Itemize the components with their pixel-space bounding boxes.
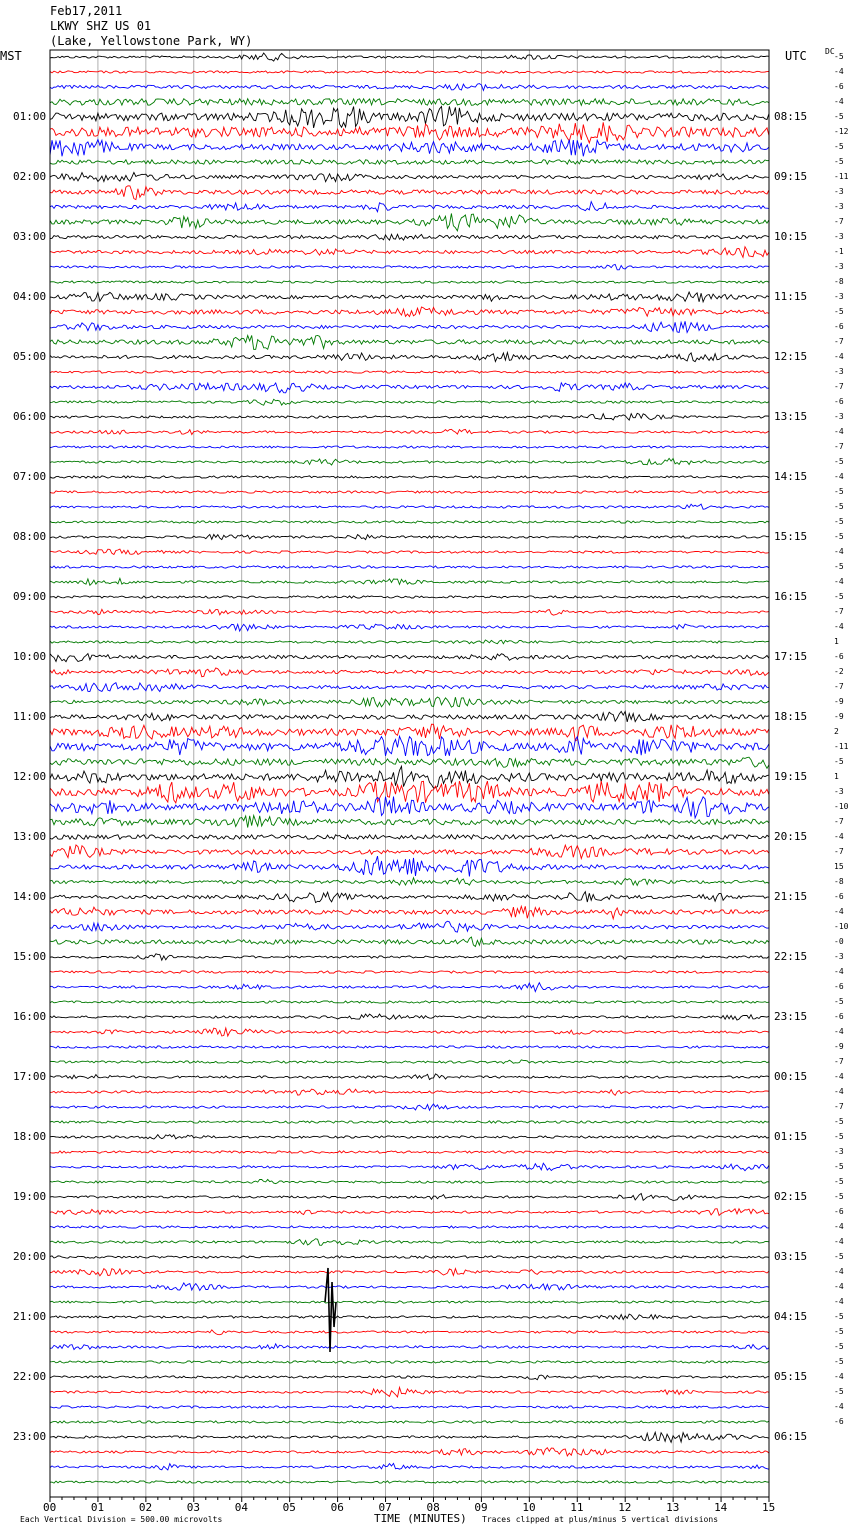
dc-offset: -4 — [834, 1237, 844, 1246]
hour-label-left: 18:00 — [13, 1130, 47, 1143]
hour-label-left: 16:00 — [13, 1010, 47, 1023]
trace-line — [50, 954, 769, 960]
trace-line — [50, 937, 769, 947]
trace-line — [50, 1060, 769, 1064]
hour-label-left: 07:00 — [13, 470, 47, 483]
dc-offset: -5 — [834, 1117, 844, 1126]
dc-offset: -5 — [834, 1387, 844, 1396]
trace-line — [50, 549, 769, 554]
trace-line — [50, 53, 769, 61]
dc-offset: -7 — [834, 817, 844, 826]
dc-offset: -4 — [834, 967, 844, 976]
dc-offset: -9 — [834, 697, 844, 706]
dc-offset: -6 — [834, 652, 844, 661]
location-label: (Lake, Yellowstone Park, WY) — [50, 34, 253, 48]
trace-line — [50, 71, 769, 73]
dc-offset: 1 — [834, 637, 839, 646]
trace-line — [50, 1209, 769, 1216]
dc-offset: -5 — [834, 457, 844, 466]
trace-line — [50, 1028, 769, 1036]
trace-line — [50, 1046, 769, 1048]
dc-offset: -5 — [834, 112, 844, 121]
hour-label-right: 19:15 — [774, 770, 808, 783]
trace-line — [50, 1104, 769, 1110]
trace-line — [50, 1301, 769, 1303]
trace-line — [50, 892, 769, 903]
trace-line — [50, 781, 769, 803]
trace-line — [50, 413, 769, 420]
hour-label-right: 03:15 — [774, 1250, 808, 1263]
station-label: LKWY SHZ US 01 — [50, 19, 152, 33]
dc-offset: -7 — [834, 1057, 844, 1066]
trace-line — [50, 106, 769, 128]
trace-line — [50, 856, 769, 876]
trace-line — [50, 878, 769, 886]
trace-line — [50, 906, 769, 919]
trace-line — [50, 1481, 769, 1483]
trace-line — [50, 353, 769, 362]
trace-line — [50, 521, 769, 523]
dc-offset: -9 — [834, 1042, 844, 1051]
trace-line — [50, 1361, 769, 1363]
x-tick-label: 14 — [714, 1501, 728, 1514]
dc-offset: -1 — [834, 247, 844, 256]
hour-label-left: 22:00 — [13, 1370, 47, 1383]
dc-offset: -5 — [834, 1312, 844, 1321]
trace-line — [50, 724, 769, 741]
x-tick-label: 01 — [90, 1501, 105, 1514]
dc-offset: -7 — [834, 217, 844, 226]
trace-line — [50, 566, 769, 568]
dc-offset: -5 — [834, 532, 844, 541]
trace-line — [50, 1151, 769, 1153]
trace-line — [50, 1135, 769, 1139]
hour-label-right: 21:15 — [774, 890, 808, 903]
trace-line — [50, 1314, 769, 1320]
trace-line — [50, 84, 769, 91]
trace-line — [50, 1194, 769, 1201]
trace-line — [50, 736, 769, 756]
dc-offset: -7 — [834, 337, 844, 346]
trace-line — [50, 173, 769, 182]
trace-line — [50, 371, 769, 373]
dc-offset: -3 — [834, 412, 844, 421]
hour-label-left: 05:00 — [13, 350, 47, 363]
dc-offset: -5 — [834, 157, 844, 166]
hour-label-left: 12:00 — [13, 770, 47, 783]
dc-offset: -5 — [834, 592, 844, 601]
dc-offset: -5 — [834, 487, 844, 496]
dc-offset: -11 — [834, 742, 849, 751]
trace-line — [50, 1448, 769, 1456]
x-tick-label: 11 — [570, 1501, 584, 1514]
x-tick-label: 07 — [378, 1501, 392, 1514]
dc-offset: -5 — [834, 1252, 844, 1261]
trace-line — [50, 247, 769, 257]
dc-offset: -0 — [834, 937, 844, 946]
trace-line — [50, 292, 769, 302]
x-tick-label: 03 — [186, 1501, 201, 1514]
dc-offset: -5 — [834, 1192, 844, 1201]
trace-line — [50, 99, 769, 106]
trace-line — [50, 1089, 769, 1095]
hour-label-right: 10:15 — [774, 230, 808, 243]
dc-offset: -4 — [834, 67, 844, 76]
left-timezone: MST — [0, 49, 22, 63]
trace-line — [50, 757, 769, 768]
trace-line — [50, 1432, 769, 1442]
dc-offset: -2 — [834, 667, 844, 676]
trace-line — [50, 214, 769, 231]
hour-label-right: 09:15 — [774, 170, 808, 183]
trace-line — [50, 1226, 769, 1228]
x-tick-label: 00 — [43, 1501, 57, 1514]
trace-line — [50, 921, 769, 932]
trace-line — [50, 458, 769, 465]
trace-line — [50, 624, 769, 631]
dc-offset: -4 — [834, 1027, 844, 1036]
trace-line — [50, 1406, 769, 1408]
hour-label-right: 06:15 — [774, 1430, 808, 1443]
trace-line — [50, 609, 769, 615]
dc-offset: -4 — [834, 1267, 844, 1276]
hour-label-right: 04:15 — [774, 1310, 808, 1323]
dc-offset: -9 — [834, 712, 844, 721]
dc-offset: -7 — [834, 607, 844, 616]
trace-line — [50, 383, 769, 393]
hour-label-left: 17:00 — [13, 1070, 47, 1083]
dc-offset: -11 — [834, 172, 849, 181]
dc-offset: -5 — [834, 1342, 844, 1351]
dc-offset: -5 — [834, 52, 844, 61]
x-tick-label: 10 — [522, 1501, 536, 1514]
hour-label-left: 04:00 — [13, 290, 47, 303]
dc-offset: 1 — [834, 772, 839, 781]
dc-offset: -8 — [834, 277, 844, 286]
dc-offset: -6 — [834, 892, 844, 901]
trace-line — [50, 640, 769, 644]
hour-label-left: 23:00 — [13, 1430, 47, 1443]
trace-line — [50, 399, 769, 405]
dc-offset: -6 — [834, 397, 844, 406]
trace-line — [50, 281, 769, 283]
trace-line — [50, 321, 769, 332]
x-tick-label: 05 — [282, 1501, 296, 1514]
hour-label-right: 18:15 — [774, 710, 808, 723]
hour-label-left: 19:00 — [13, 1190, 47, 1203]
plot-border — [50, 50, 769, 1497]
event-spike — [325, 1268, 336, 1352]
trace-line — [50, 186, 769, 200]
dc-offset: -5 — [834, 562, 844, 571]
trace-line — [50, 1387, 769, 1397]
dc-offset: -4 — [834, 1072, 844, 1081]
dc-offset: -3 — [834, 187, 844, 196]
hour-label-right: 22:15 — [774, 950, 808, 963]
dc-offset: -3 — [834, 292, 844, 301]
trace-line — [50, 697, 769, 707]
hour-label-right: 20:15 — [774, 830, 808, 843]
trace-line — [50, 234, 769, 240]
trace-line — [50, 654, 769, 662]
dc-offset: -7 — [834, 382, 844, 391]
trace-line — [50, 446, 769, 448]
dc-offset: -4 — [834, 97, 844, 106]
trace-line — [50, 140, 769, 157]
trace-line — [50, 1179, 769, 1183]
hour-label-left: 20:00 — [13, 1250, 47, 1263]
dc-offset: -5 — [834, 997, 844, 1006]
trace-line — [50, 683, 769, 692]
hour-label-right: 16:15 — [774, 590, 808, 603]
hour-label-left: 13:00 — [13, 830, 47, 843]
trace-line — [50, 534, 769, 539]
dc-offset: -4 — [834, 1402, 844, 1411]
trace-line — [50, 983, 769, 992]
dc-offset: -4 — [834, 907, 844, 916]
trace-line — [50, 1330, 769, 1335]
trace-line — [50, 596, 769, 598]
dc-offset: -5 — [834, 757, 844, 766]
hour-label-right: 05:15 — [774, 1370, 808, 1383]
trace-line — [50, 1269, 769, 1276]
dc-offset: -6 — [834, 1012, 844, 1021]
dc-offset: -6 — [834, 982, 844, 991]
dc-offset: -10 — [834, 802, 849, 811]
dc-offset: -4 — [834, 1087, 844, 1096]
hour-label-left: 21:00 — [13, 1310, 47, 1323]
dc-offset: -5 — [834, 307, 844, 316]
trace-line — [50, 504, 769, 509]
trace-line — [50, 335, 769, 349]
hour-label-right: 14:15 — [774, 470, 808, 483]
dc-offset: -6 — [834, 1417, 844, 1426]
seismic-traces — [50, 53, 769, 1483]
trace-line — [50, 1256, 769, 1258]
dc-offset: -3 — [834, 367, 844, 376]
hour-label-left: 01:00 — [13, 110, 47, 123]
dc-offset: -5 — [834, 142, 844, 151]
hour-label-left: 09:00 — [13, 590, 47, 603]
hour-label-right: 15:15 — [774, 530, 808, 543]
trace-line — [50, 668, 769, 677]
trace-line — [50, 160, 769, 164]
dc-offset: -4 — [834, 1372, 844, 1381]
dc-offset: -7 — [834, 442, 844, 451]
x-axis-title: TIME (MINUTES) — [374, 1512, 467, 1525]
dc-label: DC — [825, 47, 835, 56]
trace-line — [50, 476, 769, 478]
dc-offset: -8 — [834, 877, 844, 886]
dc-offset: -4 — [834, 1297, 844, 1306]
dc-offset: -5 — [834, 1177, 844, 1186]
clip-note: Traces clipped at plus/minus 5 vertical divisions — [482, 1515, 719, 1524]
hour-label-left: 06:00 — [13, 410, 47, 423]
trace-line — [50, 491, 769, 493]
hour-label-right: 13:15 — [774, 410, 808, 423]
trace-line — [50, 1375, 769, 1380]
trace-line — [50, 816, 769, 828]
trace-line — [50, 578, 769, 585]
hour-label-left: 10:00 — [13, 650, 47, 663]
dc-offset: -4 — [834, 547, 844, 556]
dc-offset: -4 — [834, 472, 844, 481]
dc-offset: -4 — [834, 1282, 844, 1291]
hour-label-right: 11:15 — [774, 290, 808, 303]
x-tick-label: 15 — [762, 1501, 776, 1514]
hour-label-left: 02:00 — [13, 170, 47, 183]
trace-line — [50, 1421, 769, 1423]
dc-offset: -4 — [834, 427, 844, 436]
dc-offset: -5 — [834, 517, 844, 526]
trace-line — [50, 711, 769, 722]
hour-label-right: 02:15 — [774, 1190, 808, 1203]
dc-offset: -3 — [834, 787, 844, 796]
hour-label-right: 17:15 — [774, 650, 808, 663]
dc-offset: -4 — [834, 832, 844, 841]
dc-offset: -3 — [834, 1147, 844, 1156]
hour-label-right: 08:15 — [774, 110, 808, 123]
trace-line — [50, 835, 769, 839]
right-timezone: UTC — [785, 49, 807, 63]
dc-offset: -12 — [834, 127, 849, 136]
hour-label-right: 00:15 — [774, 1070, 808, 1083]
hour-label-left: 11:00 — [13, 710, 47, 723]
dc-offset: -6 — [834, 1207, 844, 1216]
x-tick-label: 04 — [234, 1501, 248, 1514]
dc-offset: -5 — [834, 1327, 844, 1336]
dc-offset: 15 — [834, 862, 844, 871]
dc-offset: -10 — [834, 922, 849, 931]
vertical-division-note: Each Vertical Division = 500.00 microvolts — [20, 1515, 223, 1524]
trace-line — [50, 202, 769, 212]
dc-offset: -3 — [834, 262, 844, 271]
trace-line — [50, 1074, 769, 1080]
dc-offset: -7 — [834, 682, 844, 691]
x-tick-label: 02 — [138, 1501, 153, 1514]
trace-line — [50, 797, 769, 818]
date-label: Feb17,2011 — [50, 4, 123, 18]
dc-offset: -5 — [834, 1357, 844, 1366]
x-tick-label: 06 — [330, 1501, 344, 1514]
trace-line — [50, 1014, 769, 1020]
dc-offset: -6 — [834, 322, 844, 331]
trace-line — [50, 845, 769, 859]
hour-label-left: 15:00 — [13, 950, 47, 963]
dc-offset: -3 — [834, 202, 844, 211]
x-tick-label: 09 — [474, 1501, 488, 1514]
x-tick-label: 08 — [426, 1501, 440, 1514]
x-tick-label: 13 — [666, 1501, 680, 1514]
trace-line — [50, 1463, 769, 1470]
dc-offset: -5 — [834, 502, 844, 511]
dc-offset: -4 — [834, 352, 844, 361]
trace-line — [50, 307, 769, 317]
dc-offset: -7 — [834, 1102, 844, 1111]
trace-line — [50, 429, 769, 434]
trace-line — [50, 971, 769, 973]
hour-label-left: 03:00 — [13, 230, 47, 243]
trace-line — [50, 1344, 769, 1350]
hour-label-left: 08:00 — [13, 530, 47, 543]
trace-line — [50, 1239, 769, 1246]
trace-line — [50, 122, 769, 143]
dc-offset: -5 — [834, 1132, 844, 1141]
trace-line — [50, 1283, 769, 1291]
dc-offset: -6 — [834, 82, 844, 91]
hour-label-right: 12:15 — [774, 350, 808, 363]
dc-offset: -3 — [834, 952, 844, 961]
x-tick-label: 12 — [618, 1501, 632, 1514]
dc-offset: -4 — [834, 577, 844, 586]
trace-line — [50, 1121, 769, 1123]
dc-offset: -7 — [834, 847, 844, 856]
hour-label-right: 23:15 — [774, 1010, 808, 1023]
dc-offset: -4 — [834, 622, 844, 631]
trace-line — [50, 1163, 769, 1171]
dc-offset: -3 — [834, 232, 844, 241]
dc-offset: -5 — [834, 1162, 844, 1171]
dc-offset: 2 — [834, 727, 839, 736]
trace-line — [50, 264, 769, 269]
hour-label-left: 14:00 — [13, 890, 47, 903]
hour-label-right: 01:15 — [774, 1130, 808, 1143]
trace-line — [50, 1001, 769, 1003]
dc-offset: -4 — [834, 1222, 844, 1231]
